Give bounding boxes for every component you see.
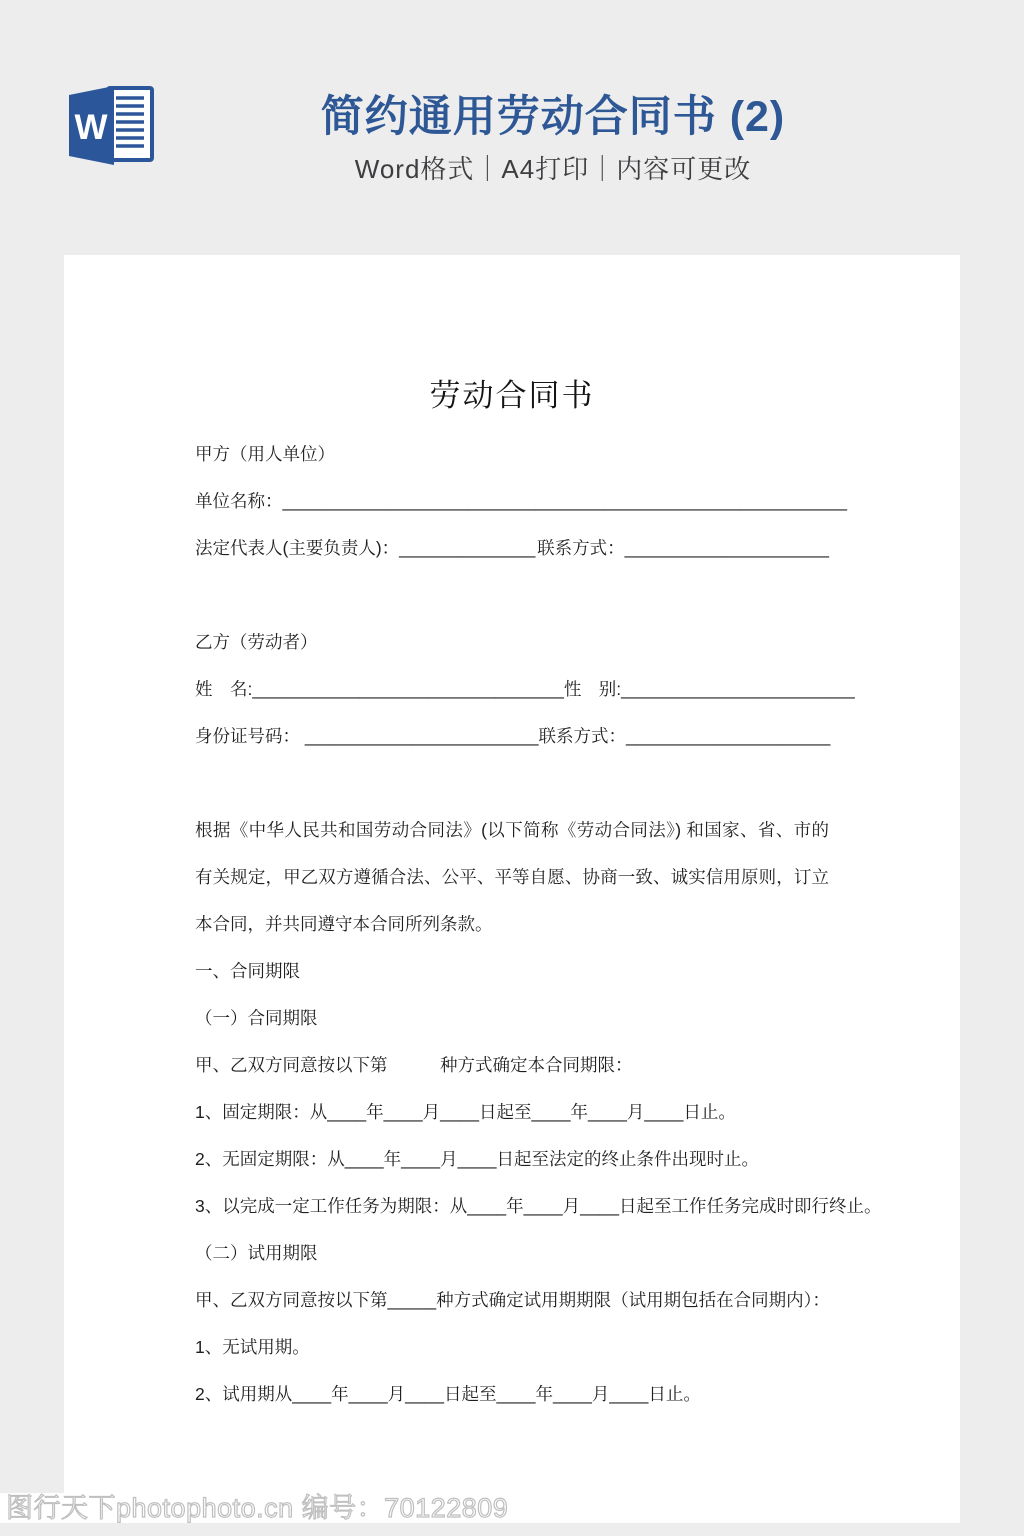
party-a-heading: 甲方（用人单位） [195, 444, 335, 464]
document-page [64, 255, 960, 1523]
term-item: 2、无固定期限：从____年____月____日起至法定的终止条件出现时止。 [195, 1149, 760, 1169]
rep-contact-row [195, 525, 829, 572]
clause-intro1: 甲、乙双方同意按以下第 种方式确定本合同期限： [195, 1055, 633, 1075]
svg-text:W: W [74, 108, 108, 147]
watermark-text: 图行天下photophoto.cn 编号：70122809 [6, 1493, 509, 1523]
name-gender-row [195, 666, 855, 713]
legal-rep-field: 法定代表人(主要负责人)：______________ [195, 538, 536, 558]
watermark-bar [0, 1493, 960, 1523]
template-subtitle: Word格式｜A4打印｜内容可更改 [354, 154, 752, 184]
gender-field: 性 别:________________________ [563, 679, 855, 699]
blank-line [195, 760, 829, 807]
name-field: 姓 名:________________________________ [195, 679, 564, 699]
id-contact-row [195, 713, 829, 760]
template-title: 简约通用劳动合同书 (2) [320, 93, 786, 141]
company-name-line: 单位名称：__________________________________________________________ [195, 491, 847, 511]
preamble-paragraph: 根据《中华人民共和国劳动合同法》(以下简称《劳动合同法》) 和国家、省、市的有关规定，甲乙双方遵循合法、公平、平等自愿、协商一致、诚实信用原则，订立本合同，并共同遵守本合同所列条款。 [195, 820, 829, 934]
header-text [82, 92, 1024, 184]
id-number-field: 身份证号码： ________________________ [195, 726, 539, 746]
document-title: 劳动合同书 [429, 378, 595, 413]
term-item: 3、以完成一定工作任务为期限：从____年____月____日起至工作任务完成时即行终止。 [195, 1196, 882, 1216]
header [0, 0, 1024, 255]
trial-item: 2、试用期从____年____月____日起至____年____月____日止。 [195, 1384, 701, 1404]
sub1-heading: （一）合同期限 [195, 1008, 318, 1028]
section1-heading: 一、合同期限 [195, 961, 300, 981]
trial-item: 1、无试用期。 [195, 1337, 310, 1357]
term-item: 1、固定期限：从____年____月____日起至____年____月____日止。 [195, 1102, 736, 1122]
sub2-heading: （二）试用期限 [195, 1243, 318, 1263]
contact-field-b: 联系方式：_____________________ [538, 726, 831, 746]
blank-line [195, 572, 829, 619]
party-b-heading: 乙方（劳动者） [195, 632, 318, 652]
contact-field-a: 联系方式：_____________________ [537, 538, 829, 558]
clause-intro2: 甲、乙双方同意按以下第_____种方式确定试用期期限（试用期包括在合同期内）： [195, 1290, 830, 1310]
